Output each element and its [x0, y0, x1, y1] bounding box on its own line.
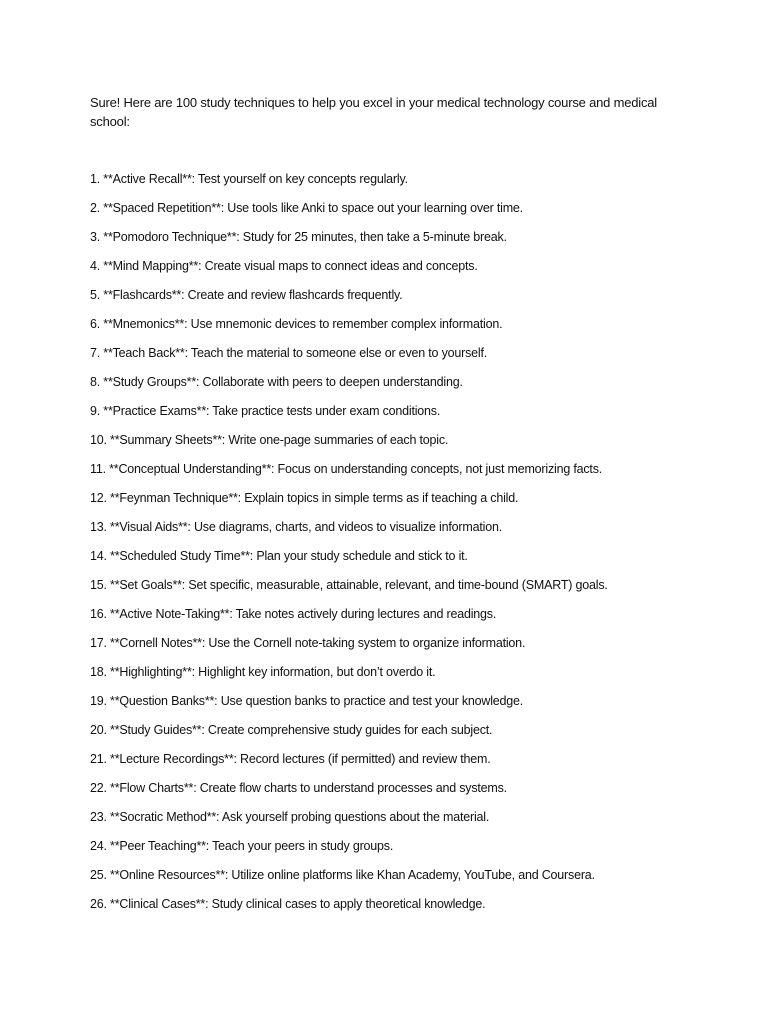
list-item: 16. **Active Note-Taking**: Take notes actively during lectures and readings.	[90, 607, 497, 621]
list-item: 4. **Mind Mapping**: Create visual maps to connect ideas and concepts.	[90, 259, 478, 273]
list-item: 19. **Question Banks**: Use question banks to practice and test your knowledge.	[90, 694, 524, 708]
list-item: 26. **Clinical Cases**: Study clinical cases to apply theoretical knowledge.	[90, 897, 486, 911]
list-item: 14. **Scheduled Study Time**: Plan your study schedule and stick to it.	[90, 549, 468, 563]
list-item: 25. **Online Resources**: Utilize online platforms like Khan Academy, YouTube, and Coursera.	[90, 868, 595, 882]
list-item: 1. **Active Recall**: Test yourself on key concepts regularly.	[90, 172, 408, 186]
study-techniques-list	[90, 171, 730, 925]
list-item: 7. **Teach Back**: Teach the material to someone else or even to yourself.	[90, 346, 488, 360]
list-item: 22. **Flow Charts**: Create flow charts to understand processes and systems.	[90, 781, 507, 795]
list-item: 13. **Visual Aids**: Use diagrams, charts, and videos to visualize information.	[90, 520, 502, 534]
list-item: 11. **Conceptual Understanding**: Focus on understanding concepts, not just memorizing facts.	[90, 462, 603, 476]
list-item: 8. **Study Groups**: Collaborate with peers to deepen understanding.	[90, 375, 463, 389]
list-item: 20. **Study Guides**: Create comprehensive study guides for each subject.	[90, 723, 493, 737]
list-item: 9. **Practice Exams**: Take practice tests under exam conditions.	[90, 404, 441, 418]
list-item: 23. **Socratic Method**: Ask yourself probing questions about the material.	[90, 810, 490, 824]
list-item: 24. **Peer Teaching**: Teach your peers in study groups.	[90, 839, 394, 853]
list-item: 18. **Highlighting**: Highlight key information, but don’t overdo it.	[90, 665, 436, 679]
list-item: 2. **Spaced Repetition**: Use tools like Anki to space out your learning over time.	[90, 201, 523, 215]
list-item: 21. **Lecture Recordings**: Record lectures (if permitted) and review them.	[90, 752, 491, 766]
list-item: 6. **Mnemonics**: Use mnemonic devices to remember complex information.	[90, 317, 503, 331]
intro-paragraph: Sure! Here are 100 study techniques to help you excel in your medical technology course and medical school:	[90, 95, 657, 129]
list-item: 5. **Flashcards**: Create and review flashcards frequently.	[90, 288, 403, 302]
list-item: 3. **Pomodoro Technique**: Study for 25 minutes, then take a 5-minute break.	[90, 230, 507, 244]
list-item: 12. **Feynman Technique**: Explain topics in simple terms as if teaching a child.	[90, 491, 519, 505]
list-item: 10. **Summary Sheets**: Write one-page summaries of each topic.	[90, 433, 449, 447]
list-item: 17. **Cornell Notes**: Use the Cornell note-taking system to organize information.	[90, 636, 526, 650]
list-item: 15. **Set Goals**: Set specific, measurable, attainable, relevant, and time-bound (SMART) goals.	[90, 578, 608, 592]
